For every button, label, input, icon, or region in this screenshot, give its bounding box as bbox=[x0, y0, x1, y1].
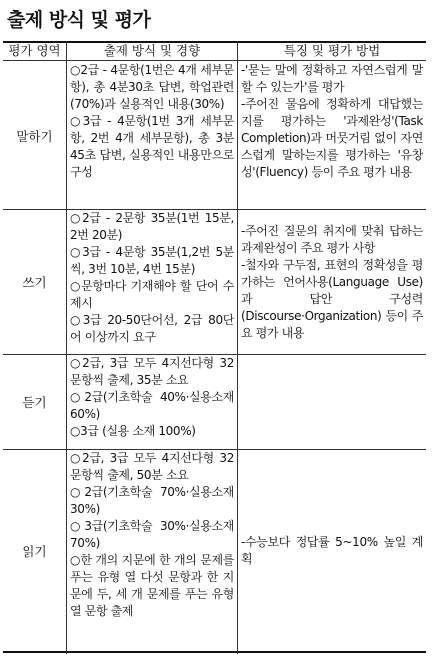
evaluation-item: -수능보다 정답률 5~10% 높일 계획 bbox=[241, 534, 423, 566]
method-listening bbox=[67, 355, 237, 449]
method-item: ○2급(기초학술 40%·실용소재 60%) bbox=[70, 390, 234, 421]
evaluation-item: -주어진 질문의 취지에 맞춰 답하는 과제완성이 주요 평가 사항 bbox=[241, 223, 423, 255]
header-method: 출제 방식 및 경향 bbox=[103, 43, 201, 58]
method-speaking bbox=[67, 62, 237, 209]
evaluation-writing bbox=[238, 210, 426, 354]
evaluation-item: -철자와 구두점, 표현의 정확성을 평가하는 언어사용(Language Use)과 답안 구성력(Discourse·Organization) 등이 주요 평가 내용 bbox=[241, 257, 423, 340]
method-item: ○3급 20-50단어선, 2급 80단어 이상까지 요구 bbox=[70, 313, 234, 344]
area-reading: 읽기 bbox=[22, 543, 47, 559]
method-reading bbox=[67, 450, 237, 651]
method-item: ○3급(기초학술 30%·실용소재 70%) bbox=[70, 519, 234, 550]
page-title: 출제 방식 및 평가 bbox=[7, 9, 151, 31]
method-item: ○3급 - 4문항 35분(1,2번 5분씩, 3번 10분, 4번 15분) bbox=[70, 245, 234, 276]
evaluation-reading bbox=[238, 450, 426, 651]
evaluation-listening bbox=[238, 355, 426, 449]
exam-table bbox=[3, 41, 426, 654]
evaluation-item: -주어진 물음에 정확하게 대답했는지를 평가하는 '과제완성'(Task Completion)과 머뭇거림 없이 자연스럽게 말하는지를 평가하는 '유창성'(Fluency) 등이 주요 평가 내용 bbox=[241, 97, 423, 179]
area-speaking: 말하기 bbox=[16, 128, 53, 144]
method-item: ○2급 - 2문항 35분(1번 15분, 2번 20분) bbox=[70, 211, 234, 242]
evaluation-item: -'묻는 말에 정확하고 자연스럽게 말할 수 있는가'를 평가 bbox=[241, 63, 423, 94]
method-item: ○3급 - 4문항(1번 3개 세부문항, 2번 4개 세부문항), 총 3분45초 답변, 실용적인 내용만으로 구성 bbox=[70, 114, 234, 179]
evaluation-speaking bbox=[238, 62, 426, 209]
area-writing: 쓰기 bbox=[22, 275, 47, 290]
method-item: ○2급(기초학술 70%·실용소재 30%) bbox=[70, 485, 234, 516]
method-item: ○한 개의 지문에 한 개의 문제를 푸는 유형 열 다섯 문항과 한 지문에 두, 세 개 문제를 푸는 유형 열 문항 출제 bbox=[70, 553, 234, 618]
header-area: 평가 영역 bbox=[8, 43, 61, 58]
method-item: ○2급, 3급 모두 4지선다형 32문항씩 출제, 35분 소요 bbox=[70, 356, 234, 387]
header-evaluation: 특징 및 평가 방법 bbox=[283, 43, 381, 58]
area-listening: 듣기 bbox=[22, 395, 47, 410]
method-item: ○2급, 3급 모두 4지선다형 32문항씩 출제, 50분 소요 bbox=[70, 451, 234, 482]
method-item: ○2급 - 4문항(1번은 4개 세부문항), 총 4분30초 답변, 학업관련(70%)과 실용적인 내용(30%) bbox=[70, 63, 234, 111]
method-item: ○문항마다 기재해야 할 단어 수 제시 bbox=[70, 279, 234, 310]
method-item: ○3급 (실용 소재 100%) bbox=[70, 424, 196, 438]
method-writing bbox=[67, 210, 237, 354]
